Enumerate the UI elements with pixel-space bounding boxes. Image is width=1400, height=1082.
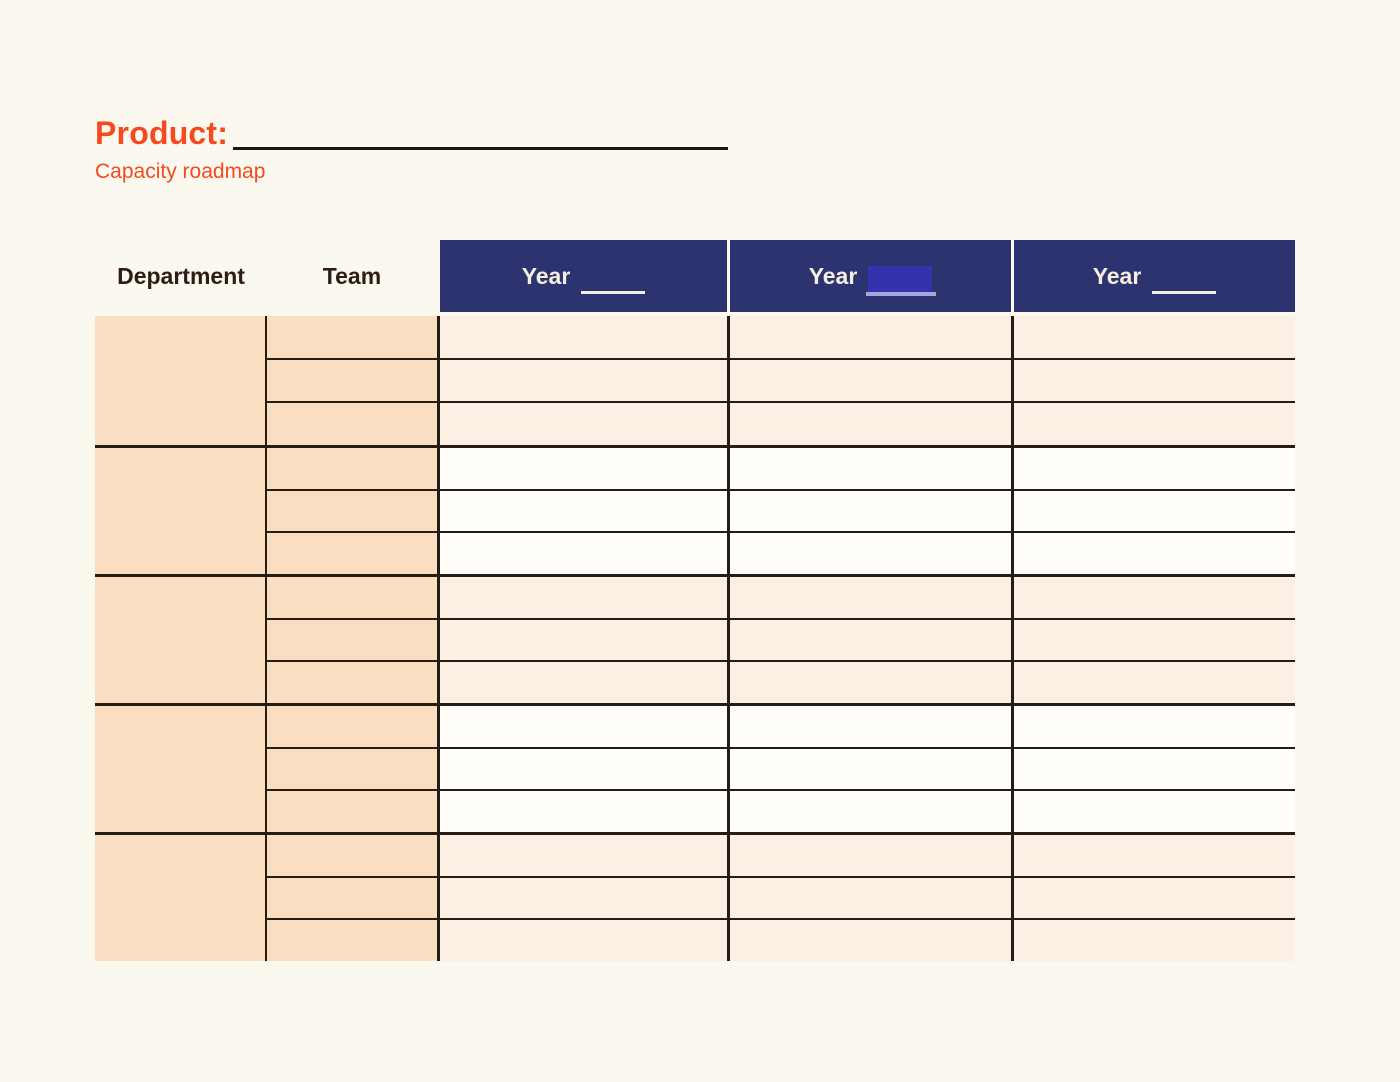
- year-cell[interactable]: [730, 789, 1011, 832]
- year-column-3: [1014, 706, 1295, 832]
- year-cell[interactable]: [1014, 401, 1295, 445]
- year-label: Year: [808, 262, 858, 289]
- year-cell[interactable]: [440, 918, 727, 961]
- year-blank-underline: [581, 291, 645, 294]
- year-cell[interactable]: [1014, 358, 1295, 402]
- product-blank-line[interactable]: [233, 147, 728, 150]
- team-cell[interactable]: [267, 489, 437, 532]
- department-cell[interactable]: [95, 316, 267, 445]
- year-cell[interactable]: [1014, 747, 1295, 790]
- year-column-1: [440, 577, 727, 703]
- year-cell[interactable]: [730, 876, 1011, 919]
- year-cell[interactable]: [730, 531, 1011, 574]
- year-column-2: [730, 448, 1011, 574]
- selection-underline: [866, 292, 936, 296]
- team-cell[interactable]: [267, 918, 437, 961]
- team-cell[interactable]: [267, 660, 437, 703]
- year-column-2: [730, 835, 1011, 961]
- year-cell[interactable]: [730, 918, 1011, 961]
- year-column-3: [1014, 448, 1295, 574]
- department-group-5: [95, 832, 1295, 961]
- department-column-header: Department: [117, 262, 245, 289]
- year-column-2: [730, 706, 1011, 832]
- year-blank-underline: [1152, 291, 1216, 294]
- year-cell[interactable]: [730, 358, 1011, 402]
- year-column-1: [440, 448, 727, 574]
- team-column: [267, 577, 437, 703]
- team-column-header: Team: [322, 262, 382, 289]
- year-column-2: [730, 316, 1011, 445]
- year-cell[interactable]: [730, 835, 1011, 876]
- year-cell[interactable]: [440, 706, 727, 747]
- year-cell[interactable]: [440, 316, 727, 358]
- year-cell[interactable]: [1014, 531, 1295, 574]
- team-cell[interactable]: [267, 401, 437, 445]
- team-cell[interactable]: [267, 316, 437, 358]
- year-cell[interactable]: [1014, 876, 1295, 919]
- department-cell[interactable]: [95, 448, 267, 574]
- year-column-3: [1014, 577, 1295, 703]
- year-cell[interactable]: [440, 660, 727, 703]
- year-blank-field-selected[interactable]: [868, 266, 932, 293]
- year-cell[interactable]: [730, 316, 1011, 358]
- year-label: Year: [521, 262, 571, 289]
- year-column-1: [440, 835, 727, 961]
- year-cell[interactable]: [440, 358, 727, 402]
- year-cell[interactable]: [1014, 489, 1295, 532]
- year-column-1: [440, 316, 727, 445]
- department-group-2: [95, 445, 1295, 574]
- year-cell[interactable]: [440, 448, 727, 489]
- team-column: [267, 706, 437, 832]
- year-cell[interactable]: [1014, 835, 1295, 876]
- capacity-table: [95, 240, 1295, 961]
- year-cell[interactable]: [730, 747, 1011, 790]
- team-cell[interactable]: [267, 747, 437, 790]
- team-cell[interactable]: [267, 876, 437, 919]
- team-column: [267, 835, 437, 961]
- table-body: [95, 316, 1295, 961]
- year-label: Year: [1092, 262, 1142, 289]
- department-group-1: [95, 316, 1295, 445]
- year-cell[interactable]: [1014, 618, 1295, 661]
- year-cell[interactable]: [1014, 577, 1295, 618]
- page-title: Product:: [95, 115, 229, 151]
- year-cell[interactable]: [730, 660, 1011, 703]
- year-column-1: [440, 706, 727, 832]
- year-cell[interactable]: [440, 789, 727, 832]
- year-cell[interactable]: [730, 577, 1011, 618]
- year-cell[interactable]: [440, 876, 727, 919]
- year-cell[interactable]: [1014, 789, 1295, 832]
- year-blank-field[interactable]: [1152, 266, 1216, 293]
- year-column-3: [1014, 835, 1295, 961]
- year-cell[interactable]: [1014, 706, 1295, 747]
- team-cell[interactable]: [267, 448, 437, 489]
- year-cell[interactable]: [440, 489, 727, 532]
- year-cell[interactable]: [440, 618, 727, 661]
- year-column-header-1[interactable]: [440, 240, 727, 312]
- year-cell[interactable]: [440, 577, 727, 618]
- team-cell[interactable]: [267, 618, 437, 661]
- team-column: [267, 316, 437, 445]
- department-cell[interactable]: [95, 577, 267, 703]
- department-group-3: [95, 574, 1295, 703]
- table-header-row: [95, 240, 1295, 312]
- year-column-header-2[interactable]: [730, 240, 1011, 312]
- team-cell[interactable]: [267, 577, 437, 618]
- year-cell[interactable]: [1014, 448, 1295, 489]
- year-cell[interactable]: [730, 489, 1011, 532]
- year-column-2: [730, 577, 1011, 703]
- team-cell[interactable]: [267, 789, 437, 832]
- year-cell[interactable]: [1014, 918, 1295, 961]
- year-blank-field[interactable]: [581, 266, 645, 293]
- team-cell[interactable]: [267, 531, 437, 574]
- year-cell[interactable]: [1014, 316, 1295, 358]
- department-cell[interactable]: [95, 706, 267, 832]
- year-cell[interactable]: [730, 448, 1011, 489]
- department-cell[interactable]: [95, 835, 267, 961]
- department-group-4: [95, 703, 1295, 832]
- year-cell[interactable]: [730, 401, 1011, 445]
- team-cell[interactable]: [267, 835, 437, 876]
- year-column-header-3[interactable]: [1014, 240, 1295, 312]
- year-cell[interactable]: [730, 706, 1011, 747]
- team-column: [267, 448, 437, 574]
- year-cell[interactable]: [440, 531, 727, 574]
- team-cell[interactable]: [267, 706, 437, 747]
- year-cell[interactable]: [440, 401, 727, 445]
- year-column-3: [1014, 316, 1295, 445]
- year-cell[interactable]: [1014, 660, 1295, 703]
- year-cell[interactable]: [440, 835, 727, 876]
- team-cell[interactable]: [267, 358, 437, 402]
- year-cell[interactable]: [730, 618, 1011, 661]
- year-cell[interactable]: [440, 747, 727, 790]
- page-subtitle: Capacity roadmap: [95, 160, 266, 183]
